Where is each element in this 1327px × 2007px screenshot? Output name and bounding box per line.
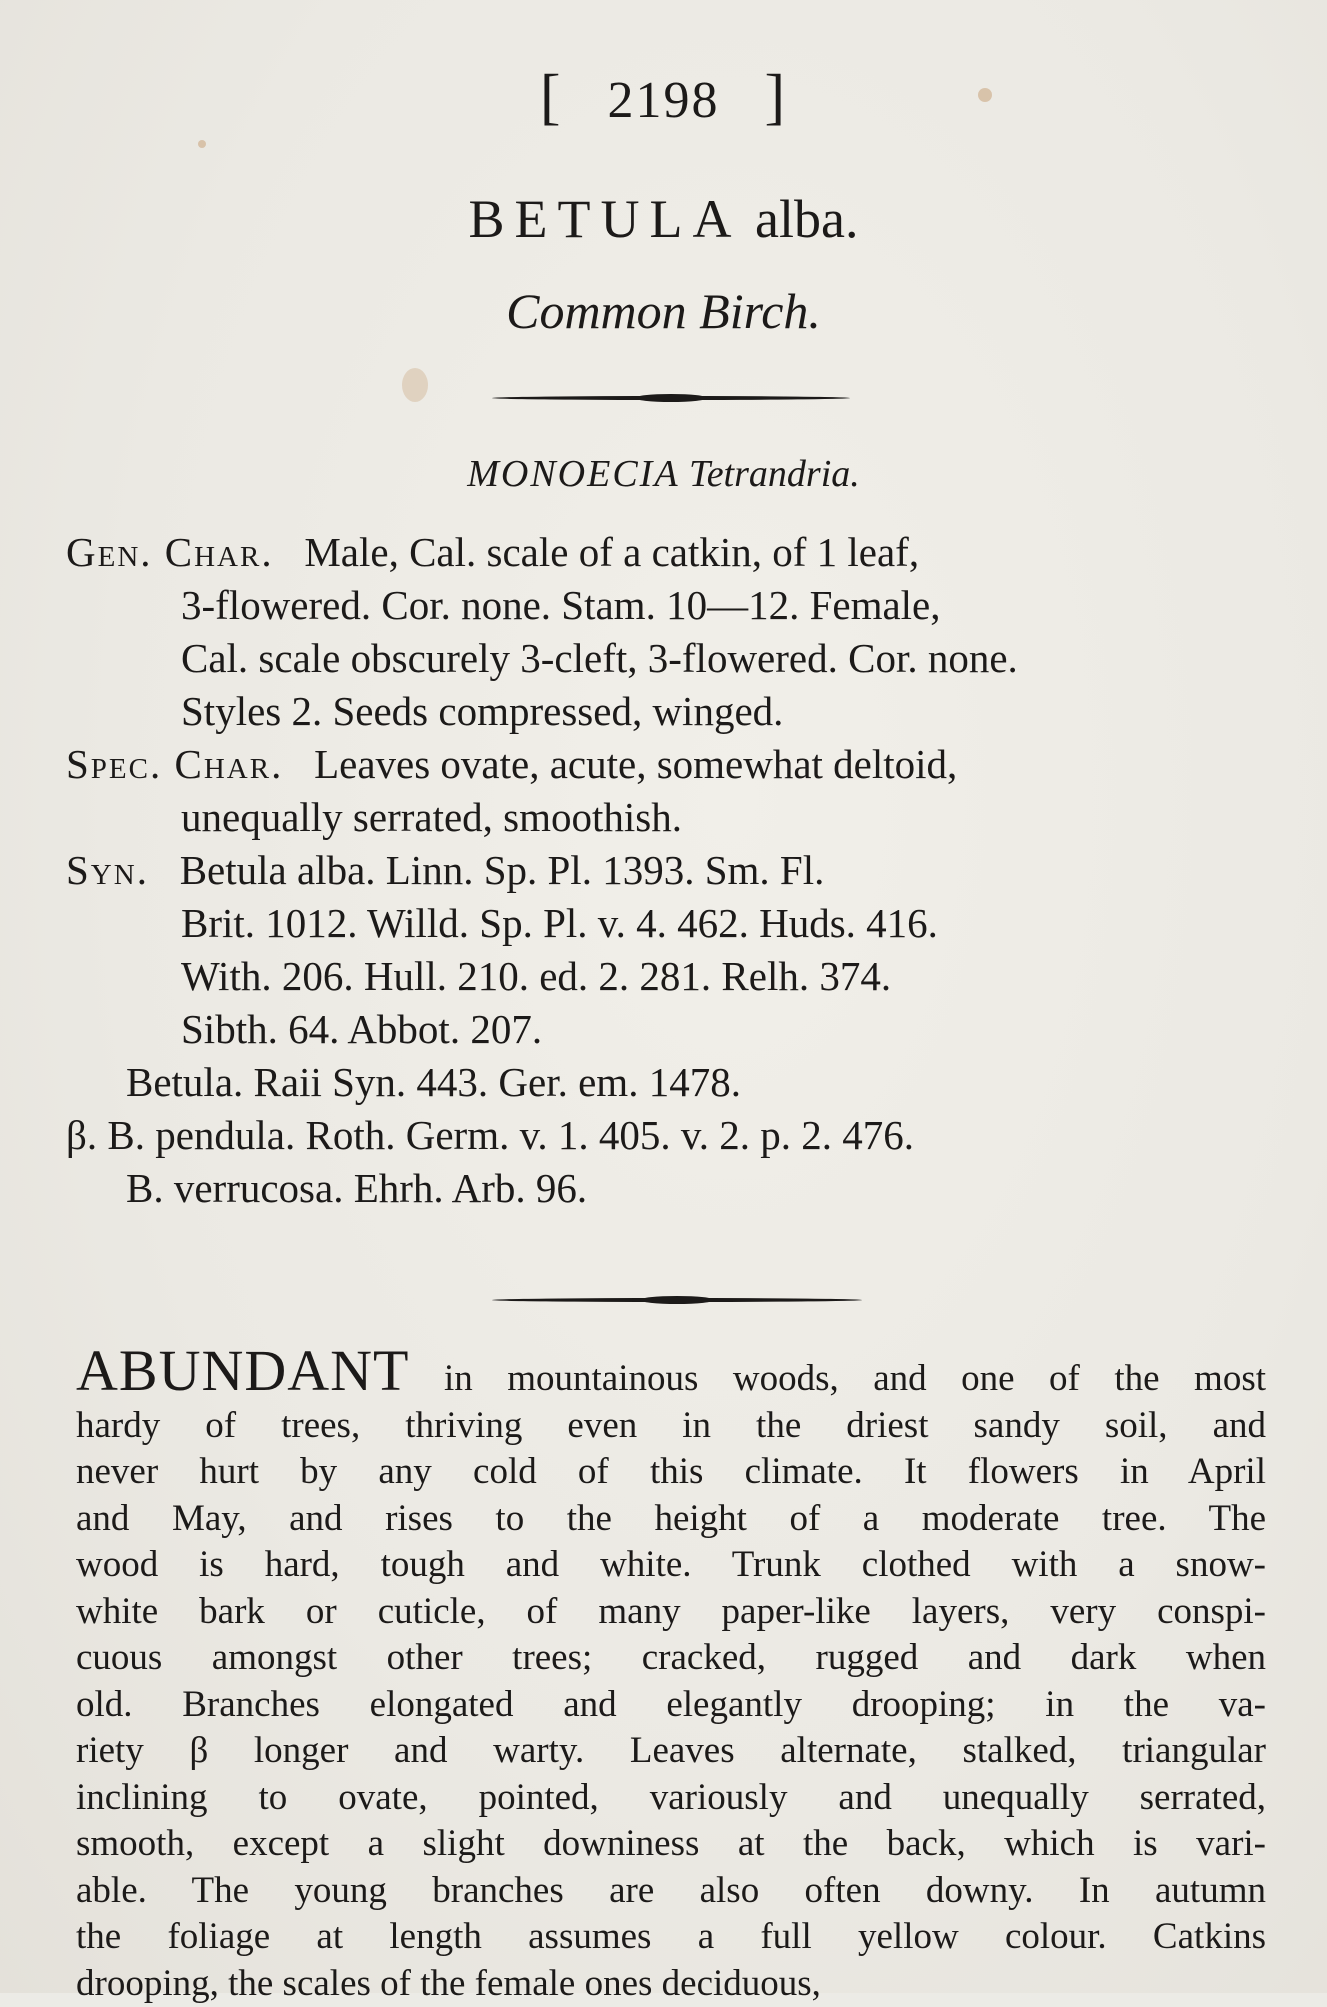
synonym-line: With. 206. Hull. 210. ed. 2. 281. Relh. 374. bbox=[66, 950, 1266, 1003]
characters-block bbox=[66, 526, 1266, 1215]
description-line: able. The young branches are also often downy. In autumn bbox=[76, 1868, 1266, 1915]
description-paragraph bbox=[76, 1348, 1266, 2007]
gen-char-label: Gen. Char. bbox=[66, 529, 274, 575]
ornamental-rule bbox=[492, 1298, 862, 1302]
description-line: old. Branches elongated and elegantly drooping; in the va- bbox=[76, 1682, 1266, 1729]
gen-char-line: 3-flowered. Cor. none. Stam. 10—12. Female, bbox=[66, 579, 1266, 632]
description-line: inclining to ovate, pointed, variously and unequally serrated, bbox=[76, 1775, 1266, 1822]
beta-variety-line bbox=[66, 1109, 1266, 1162]
genus-name: BETULA bbox=[469, 189, 742, 249]
synonyms-label: Syn. bbox=[66, 847, 149, 893]
description-line: hardy of trees, thriving even in the driest sandy soil, and bbox=[76, 1403, 1266, 1450]
synonym-line: Brit. 1012. Willd. Sp. Pl. v. 4. 462. Huds. 416. bbox=[66, 897, 1266, 950]
gen-char-line: Styles 2. Seeds compressed, winged. bbox=[66, 685, 1266, 738]
description-line: never hurt by any cold of this climate. It flowers in April bbox=[76, 1449, 1266, 1496]
description-line: cuous amongst other trees; cracked, rugged and dark when bbox=[76, 1635, 1266, 1682]
description-line: drooping, the scales of the female ones deciduous, bbox=[76, 1961, 1266, 2007]
synonym-line: Sibth. 64. Abbot. 207. bbox=[66, 1003, 1266, 1056]
beta-synonym: B. pendula. Roth. Germ. v. 1. 405. v. 2. p. 2. 476. bbox=[107, 1112, 914, 1158]
description-line: smooth, except a slight downiness at the back, which is vari- bbox=[76, 1821, 1266, 1868]
synonym-extra-line: Betula. Raii Syn. 443. Ger. em. 1478. bbox=[66, 1056, 1266, 1109]
description-line: wood is hard, tough and white. Trunk clothed with a snow- bbox=[76, 1542, 1266, 1589]
page-number-value: 2198 bbox=[608, 72, 720, 129]
beta-symbol: β. bbox=[66, 1112, 97, 1158]
class-name: MONOECIA bbox=[467, 453, 679, 495]
description-line: the foliage at length assumes a full yellow colour. Catkins bbox=[76, 1914, 1266, 1961]
spec-char-entry bbox=[66, 738, 1266, 844]
gen-char-line: Male, Cal. scale of a catkin, of 1 leaf, bbox=[304, 529, 919, 575]
common-name: Common Birch. bbox=[0, 282, 1327, 340]
gen-char-line: Cal. scale obscurely 3-cleft, 3-flowered. Cor. none. bbox=[66, 632, 1266, 685]
description-line: and May, and rises to the height of a moderate tree. The bbox=[76, 1496, 1266, 1543]
description-line: riety β longer and warty. Leaves alternate, stalked, triangular bbox=[76, 1728, 1266, 1775]
description-line: white bark or cuticle, of many paper-like layers, very conspi- bbox=[76, 1589, 1266, 1636]
spec-char-label: Spec. Char. bbox=[66, 741, 283, 787]
synonyms-entry bbox=[66, 844, 1266, 1215]
dropcap-word: ABUNDANT bbox=[76, 1338, 409, 1403]
page-number: [ 2198 ] bbox=[0, 62, 1327, 133]
gen-char-entry bbox=[66, 526, 1266, 738]
spec-char-line: unequally serrated, smoothish. bbox=[66, 791, 1266, 844]
order-name: Tetrandria. bbox=[689, 453, 860, 495]
foxing-stain bbox=[402, 368, 428, 402]
beta-synonym: B. verrucosa. Ehrh. Arb. 96. bbox=[66, 1162, 1266, 1215]
species-title bbox=[0, 188, 1327, 250]
synonym-line: Betula alba. Linn. Sp. Pl. 1393. Sm. Fl. bbox=[180, 847, 825, 893]
ornamental-rule bbox=[492, 396, 850, 400]
classification bbox=[0, 452, 1327, 496]
description-line: in mountainous woods, and one of the most bbox=[444, 1358, 1266, 1399]
spec-char-line: Leaves ovate, acute, somewhat deltoid, bbox=[314, 741, 957, 787]
foxing-stain bbox=[198, 140, 206, 148]
species-name: alba. bbox=[755, 189, 858, 249]
